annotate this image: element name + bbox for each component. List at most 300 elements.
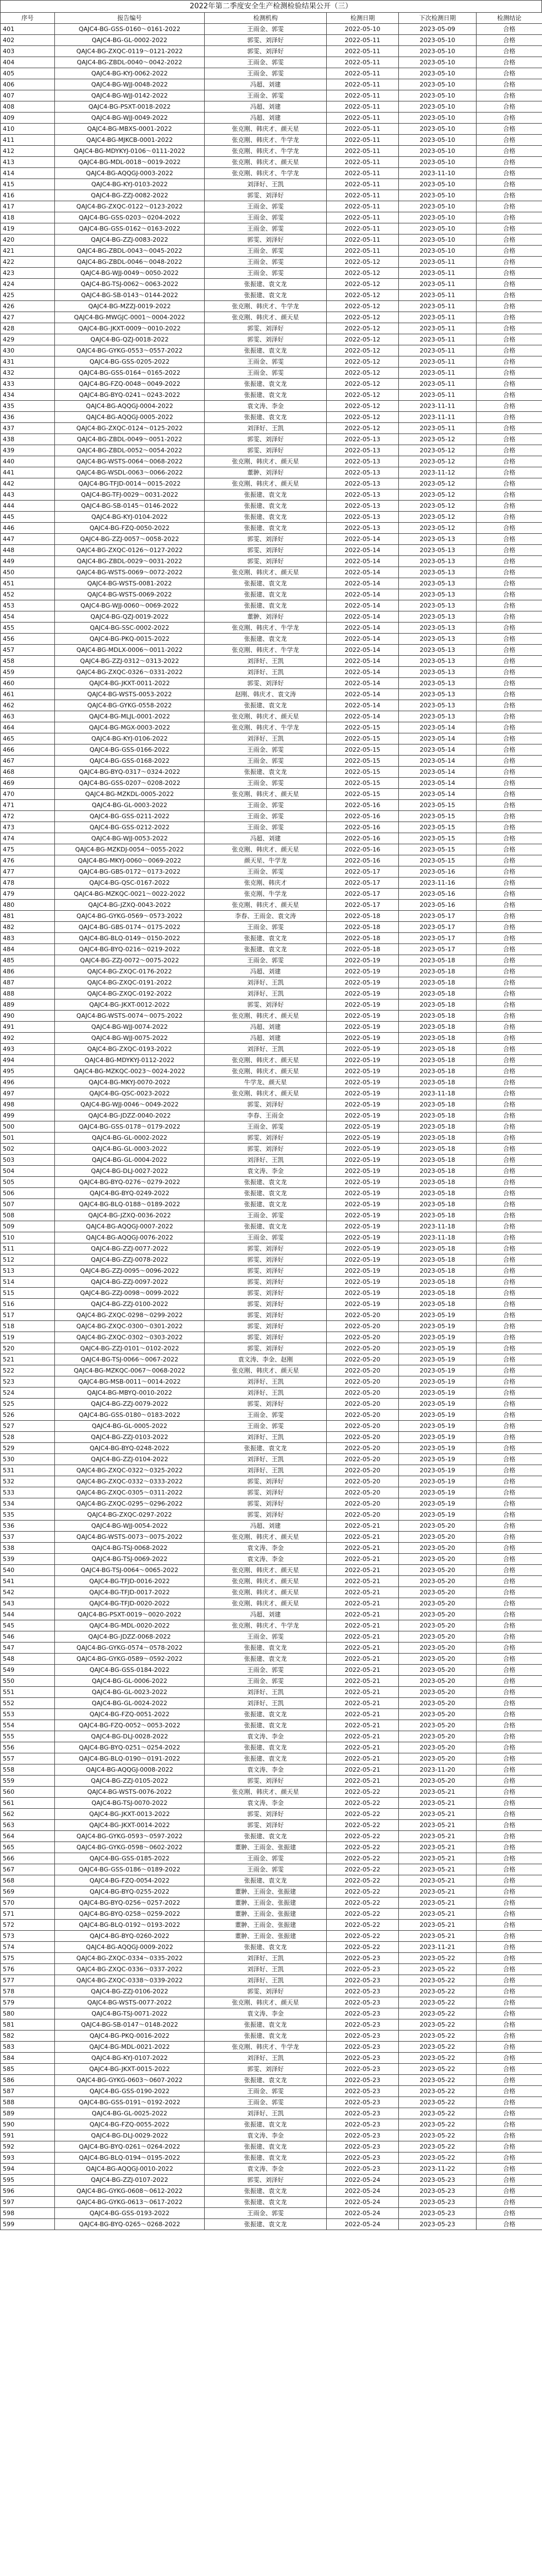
cell-next-date: 2023-05-10 (399, 46, 477, 57)
cell-conclusion: 合格 (477, 212, 542, 223)
cell-report-no: QAJC4-BG-ZZJ-0101～0102-2022 (55, 1343, 205, 1354)
cell-inspectors: 冯超、刘建 (205, 1033, 327, 1044)
cell-next-date: 2023-05-20 (399, 1731, 477, 1742)
cell-inspectors: 张振建、袁文龙 (205, 2152, 327, 2164)
cell-conclusion: 合格 (477, 1465, 542, 1476)
table-row (1, 778, 542, 789)
cell-next-date: 2023-05-20 (399, 1587, 477, 1598)
cell-conclusion: 合格 (477, 2031, 542, 2042)
cell-conclusion: 合格 (477, 999, 542, 1011)
cell-inspectors: 张振建、袁文龙 (205, 1221, 327, 1232)
cell-inspectors: 张克刚、韩庆才、颜天星 (205, 711, 327, 722)
cell-test-date: 2022-05-11 (327, 135, 399, 146)
cell-report-no: QAJC4-BG-ZZJ-0077-2022 (55, 1243, 205, 1254)
cell-inspectors: 张振建、袁文龙 (205, 290, 327, 301)
cell-next-date: 2023-05-15 (399, 811, 477, 822)
cell-next-date: 2023-05-11 (399, 368, 477, 379)
cell-report-no: QAJC4-BG-GYKG-0589～0592-2022 (55, 1654, 205, 1665)
cell-inspectors: 张克刚、韩庆才、颜天星 (205, 1088, 327, 1099)
cell-serial: 523 (1, 1376, 55, 1388)
table-row (1, 1543, 542, 1554)
cell-serial: 431 (1, 356, 55, 368)
cell-report-no: QAJC4-BG-ZXQC-0119～0121-2022 (55, 46, 205, 57)
cell-serial: 461 (1, 689, 55, 700)
cell-inspectors: 刘泽好、王凯 (205, 179, 327, 190)
cell-test-date: 2022-05-20 (327, 1487, 399, 1498)
cell-report-no: QAJC4-BG-WJJ-0060～0069-2022 (55, 600, 205, 611)
cell-report-no: QAJC4-BG-BLQ-0188～0189-2022 (55, 1199, 205, 1210)
cell-test-date: 2022-05-20 (327, 1365, 399, 1376)
table-row (1, 68, 542, 79)
cell-conclusion: 合格 (477, 1864, 542, 1875)
table-row (1, 900, 542, 911)
cell-serial: 535 (1, 1509, 55, 1521)
cell-serial: 456 (1, 634, 55, 645)
cell-report-no: QAJC4-BG-ZZJ-0100-2022 (55, 1299, 205, 1310)
cell-conclusion: 合格 (477, 789, 542, 800)
header-test-date: 检测日期 (327, 13, 399, 24)
table-row (1, 190, 542, 201)
cell-serial: 482 (1, 922, 55, 933)
cell-serial: 501 (1, 1133, 55, 1144)
cell-inspectors: 王雨金、郭雯 (205, 1665, 327, 1676)
cell-conclusion: 合格 (477, 1410, 542, 1421)
cell-report-no: QAJC4-BG-JKXT-0013-2022 (55, 1809, 205, 1820)
cell-inspectors: 张振建、袁文龙 (205, 1709, 327, 1720)
cell-inspectors: 张克刚、韩庆才、颜天星 (205, 1598, 327, 1609)
cell-next-date: 2023-05-14 (399, 789, 477, 800)
cell-test-date: 2022-05-22 (327, 1842, 399, 1853)
cell-conclusion: 合格 (477, 1432, 542, 1443)
cell-serial: 556 (1, 1742, 55, 1753)
cell-conclusion: 合格 (477, 1266, 542, 1277)
cell-conclusion: 合格 (477, 1576, 542, 1587)
table-row (1, 1432, 542, 1443)
cell-test-date: 2022-05-14 (327, 589, 399, 600)
cell-serial: 571 (1, 1909, 55, 1920)
cell-next-date: 2023-05-14 (399, 733, 477, 744)
cell-conclusion: 合格 (477, 567, 542, 578)
cell-report-no: QAJC4-BG-GYKG-0603～0607-2022 (55, 2075, 205, 2086)
cell-serial: 569 (1, 1886, 55, 1897)
cell-report-no: QAJC4-BG-GSS-0207～0208-2022 (55, 778, 205, 789)
table-row (1, 1410, 542, 1421)
cell-serial: 473 (1, 822, 55, 833)
cell-conclusion: 合格 (477, 1443, 542, 1454)
cell-report-no: QAJC4-BG-WSTS-0069-2022 (55, 589, 205, 600)
cell-report-no: QAJC4-BG-WSTS-0053-2022 (55, 689, 205, 700)
table-row (1, 1953, 542, 1964)
cell-report-no: QAJC4-BG-ZBDL-0040～0042-2022 (55, 57, 205, 68)
cell-serial: 451 (1, 578, 55, 589)
cell-serial: 525 (1, 1399, 55, 1410)
cell-inspectors: 张克刚、韩庆才、牛学龙 (205, 146, 327, 157)
cell-inspectors: 张振建、袁文龙 (205, 944, 327, 955)
cell-next-date: 2023-05-21 (399, 1931, 477, 1942)
cell-inspectors: 袁文涛、李金 (205, 2008, 327, 2019)
cell-test-date: 2022-05-11 (327, 101, 399, 113)
cell-test-date: 2022-05-20 (327, 1509, 399, 1521)
cell-next-date: 2023-05-18 (399, 1210, 477, 1221)
cell-conclusion: 合格 (477, 1831, 542, 1842)
cell-next-date: 2023-05-21 (399, 1809, 477, 1820)
cell-inspectors: 冯超、刘建 (205, 1609, 327, 1620)
cell-next-date: 2023-05-12 (399, 501, 477, 512)
cell-next-date: 2023-05-20 (399, 1554, 477, 1565)
cell-inspectors: 王雨金、郭雯 (205, 1210, 327, 1221)
cell-test-date: 2022-05-12 (327, 401, 399, 412)
table-row (1, 1576, 542, 1587)
cell-serial: 522 (1, 1365, 55, 1376)
cell-test-date: 2022-05-11 (327, 190, 399, 201)
cell-conclusion: 合格 (477, 1931, 542, 1942)
cell-conclusion: 合格 (477, 1942, 542, 1953)
cell-serial: 496 (1, 1077, 55, 1088)
table-row (1, 1676, 542, 1687)
cell-conclusion: 合格 (477, 1077, 542, 1088)
cell-conclusion: 合格 (477, 778, 542, 789)
cell-inspectors: 张克刚、韩庆才、颜天星 (205, 1787, 327, 1798)
cell-next-date: 2023-05-18 (399, 1121, 477, 1133)
table-row (1, 1742, 542, 1753)
cell-test-date: 2022-05-14 (327, 645, 399, 656)
cell-next-date: 2023-05-20 (399, 1665, 477, 1676)
cell-serial: 404 (1, 57, 55, 68)
cell-next-date: 2023-05-16 (399, 900, 477, 911)
cell-conclusion: 合格 (477, 611, 542, 623)
cell-next-date: 2023-05-18 (399, 1144, 477, 1155)
table-row (1, 2219, 542, 2230)
cell-next-date: 2023-05-23 (399, 2197, 477, 2208)
cell-conclusion: 合格 (477, 1044, 542, 1055)
cell-test-date: 2022-05-22 (327, 1875, 399, 1886)
table-row (1, 1354, 542, 1365)
cell-conclusion: 合格 (477, 1609, 542, 1620)
cell-next-date: 2023-05-10 (399, 57, 477, 68)
cell-next-date: 2023-05-18 (399, 966, 477, 977)
cell-serial: 448 (1, 545, 55, 556)
cell-serial: 548 (1, 1654, 55, 1665)
cell-test-date: 2022-05-21 (327, 1654, 399, 1665)
cell-report-no: QAJC4-BG-WJJ-0142-2022 (55, 90, 205, 101)
table-row (1, 1831, 542, 1842)
cell-report-no: QAJC4-BG-BYQ-0256～0257-2022 (55, 1897, 205, 1909)
cell-serial: 596 (1, 2186, 55, 2197)
cell-next-date: 2023-11-11 (399, 412, 477, 423)
cell-next-date: 2023-05-10 (399, 79, 477, 90)
cell-test-date: 2022-05-19 (327, 955, 399, 966)
table-row (1, 600, 542, 611)
cell-test-date: 2022-05-23 (327, 1997, 399, 2008)
table-row (1, 2086, 542, 2097)
cell-report-no: QAJC4-BG-ZXQC-0326～0331-2022 (55, 667, 205, 678)
cell-report-no: QAJC4-BG-GL-0004-2022 (55, 1155, 205, 1166)
cell-serial: 493 (1, 1044, 55, 1055)
cell-report-no: QAJC4-BG-ZXQC-0305～0311-2022 (55, 1487, 205, 1498)
cell-report-no: QAJC4-BG-FZQ-0050-2022 (55, 523, 205, 534)
cell-conclusion: 合格 (477, 456, 542, 467)
cell-inspectors: 张振建、袁文龙 (205, 589, 327, 600)
cell-serial: 429 (1, 334, 55, 345)
cell-next-date: 2023-05-21 (399, 1842, 477, 1853)
cell-conclusion: 合格 (477, 1565, 542, 1576)
cell-next-date: 2023-05-10 (399, 190, 477, 201)
table-row (1, 1155, 542, 1166)
cell-test-date: 2022-05-22 (327, 1920, 399, 1931)
cell-report-no: QAJC4-BG-GL-0002-2022 (55, 35, 205, 46)
cell-test-date: 2022-05-23 (327, 2152, 399, 2164)
cell-inspectors: 袁文涛、李金 (205, 1731, 327, 1742)
cell-inspectors: 刘泽好、王凯 (205, 656, 327, 667)
cell-report-no: QAJC4-BG-GYKG-0593～0597-2022 (55, 1831, 205, 1842)
cell-serial: 553 (1, 1709, 55, 1720)
cell-serial: 428 (1, 323, 55, 334)
cell-serial: 559 (1, 1776, 55, 1787)
cell-next-date: 2023-05-12 (399, 445, 477, 456)
cell-test-date: 2022-05-24 (327, 2219, 399, 2230)
cell-inspectors: 刘泽好、王凯 (205, 1687, 327, 1698)
table-row (1, 90, 542, 101)
cell-serial: 515 (1, 1288, 55, 1299)
cell-serial: 526 (1, 1410, 55, 1421)
cell-test-date: 2022-05-11 (327, 234, 399, 246)
cell-conclusion: 合格 (477, 1953, 542, 1964)
cell-next-date: 2023-05-11 (399, 290, 477, 301)
table-row (1, 1997, 542, 2008)
table-row (1, 2186, 542, 2197)
cell-inspectors: 郭雯、刘泽好 (205, 1509, 327, 1521)
cell-report-no: QAJC4-BG-ZZJ-0078-2022 (55, 1254, 205, 1266)
cell-inspectors: 张振建、袁文龙 (205, 2197, 327, 2208)
cell-inspectors: 王雨金、郭雯 (205, 1232, 327, 1243)
cell-serial: 542 (1, 1587, 55, 1598)
cell-next-date: 2023-05-22 (399, 2064, 477, 2075)
cell-report-no: QAJC4-BG-GSS-0184-2022 (55, 1665, 205, 1676)
cell-serial: 508 (1, 1210, 55, 1221)
table-row (1, 1288, 542, 1299)
cell-serial: 552 (1, 1698, 55, 1709)
table-row (1, 889, 542, 900)
cell-test-date: 2022-05-19 (327, 1210, 399, 1221)
cell-report-no: QAJC4-BG-SB-0147～0148-2022 (55, 2019, 205, 2031)
cell-inspectors: 张振建、袁文龙 (205, 1199, 327, 1210)
cell-conclusion: 合格 (477, 2019, 542, 2031)
cell-test-date: 2022-05-20 (327, 1354, 399, 1365)
table-row (1, 922, 542, 933)
cell-test-date: 2022-05-20 (327, 1476, 399, 1487)
cell-serial: 419 (1, 223, 55, 234)
sheet-title: 2022年第二季度安全生产检测检验结果公开（三） (0, 0, 542, 12)
cell-serial: 479 (1, 889, 55, 900)
cell-next-date: 2023-05-20 (399, 1698, 477, 1709)
cell-report-no: QAJC4-BG-ZBDL-0052～0054-2022 (55, 445, 205, 456)
table-row (1, 501, 542, 512)
cell-test-date: 2022-05-20 (327, 1332, 399, 1343)
cell-report-no: QAJC4-BG-ZBDL-0043～0045-2022 (55, 246, 205, 257)
cell-inspectors: 郭雯、刘泽好 (205, 1299, 327, 1310)
cell-next-date: 2023-11-10 (399, 168, 477, 179)
cell-conclusion: 合格 (477, 977, 542, 988)
cell-report-no: QAJC4-BG-TSJ-0069-2022 (55, 1554, 205, 1565)
cell-serial: 599 (1, 2219, 55, 2230)
cell-inspectors: 张振建、袁文龙 (205, 2141, 327, 2152)
cell-test-date: 2022-05-11 (327, 113, 399, 124)
cell-report-no: QAJC4-BG-ZXQC-0176-2022 (55, 966, 205, 977)
cell-inspectors: 董翀、王雨金、张振建 (205, 1931, 327, 1942)
cell-test-date: 2022-05-19 (327, 1022, 399, 1033)
cell-serial: 540 (1, 1565, 55, 1576)
cell-test-date: 2022-05-16 (327, 844, 399, 855)
cell-inspectors: 冯超、刘建 (205, 966, 327, 977)
cell-inspectors: 王雨金、郭雯 (205, 57, 327, 68)
cell-test-date: 2022-05-19 (327, 1299, 399, 1310)
table-row (1, 345, 542, 356)
cell-serial: 480 (1, 900, 55, 911)
cell-inspectors: 张振建、袁文龙 (205, 512, 327, 523)
cell-report-no: QAJC4-BG-JKXT-0009～0010-2022 (55, 323, 205, 334)
cell-conclusion: 合格 (477, 767, 542, 778)
cell-inspectors: 张振建、袁文龙 (205, 634, 327, 645)
table-row (1, 1277, 542, 1288)
cell-report-no: QAJC4-BG-KYJ-0103-2022 (55, 179, 205, 190)
cell-report-no: QAJC4-BG-GSS-0186～0189-2022 (55, 1864, 205, 1875)
table-row (1, 756, 542, 767)
cell-next-date: 2023-05-11 (399, 279, 477, 290)
cell-report-no: QAJC4-BG-MZKDJ-0054～0055-2022 (55, 844, 205, 855)
cell-serial: 408 (1, 101, 55, 113)
table-row (1, 1875, 542, 1886)
cell-report-no: QAJC4-BG-JDZZ-0040-2022 (55, 1110, 205, 1121)
cell-report-no: QAJC4-BG-GYKG-0569～0573-2022 (55, 911, 205, 922)
cell-conclusion: 合格 (477, 1897, 542, 1909)
cell-serial: 517 (1, 1310, 55, 1321)
cell-report-no: QAJC4-BG-GL-0003-2022 (55, 800, 205, 811)
cell-test-date: 2022-05-11 (327, 68, 399, 79)
cell-report-no: QAJC4-BG-WSDL-0063～0066-2022 (55, 467, 205, 478)
cell-test-date: 2022-05-13 (327, 467, 399, 478)
cell-report-no: QAJC4-BG-KYJ-0107-2022 (55, 2053, 205, 2064)
cell-inspectors: 王雨金、郭雯 (205, 1410, 327, 1421)
cell-test-date: 2022-05-14 (327, 567, 399, 578)
cell-serial: 582 (1, 2031, 55, 2042)
table-row (1, 334, 542, 345)
cell-next-date: 2023-05-18 (399, 1022, 477, 1033)
cell-inspectors: 郭雯、刘泽好 (205, 1986, 327, 1997)
cell-serial: 580 (1, 2008, 55, 2019)
cell-report-no: QAJC4-BG-QSC-0167-2022 (55, 878, 205, 889)
cell-conclusion: 合格 (477, 678, 542, 689)
cell-next-date: 2023-05-18 (399, 1110, 477, 1121)
cell-conclusion: 合格 (477, 2186, 542, 2197)
cell-inspectors: 郭雯、刘泽好 (205, 1321, 327, 1332)
cell-next-date: 2023-05-18 (399, 1077, 477, 1088)
cell-report-no: QAJC4-BG-BYQ-0241～0243-2022 (55, 390, 205, 401)
cell-next-date: 2023-05-13 (399, 589, 477, 600)
cell-report-no: QAJC4-BG-PKQ-0015-2022 (55, 634, 205, 645)
cell-inspectors: 张振建、袁文龙 (205, 2119, 327, 2130)
cell-report-no: QAJC4-BG-BLQ-0194～0195-2022 (55, 2152, 205, 2164)
cell-next-date: 2023-05-22 (399, 1953, 477, 1964)
cell-report-no: QAJC4-BG-ZXQC-0338～0339-2022 (55, 1975, 205, 1986)
cell-serial: 594 (1, 2164, 55, 2175)
table-row (1, 1986, 542, 1997)
cell-test-date: 2022-05-14 (327, 556, 399, 567)
cell-inspectors: 张振建、袁文龙 (205, 1942, 327, 1953)
cell-report-no: QAJC4-BG-JZXQ-0043-2022 (55, 900, 205, 911)
cell-serial: 474 (1, 833, 55, 844)
cell-inspectors: 冯超、刘建 (205, 1022, 327, 1033)
cell-test-date: 2022-05-11 (327, 79, 399, 90)
cell-report-no: QAJC4-BG-GSS-0166-2022 (55, 744, 205, 756)
cell-conclusion: 合格 (477, 2053, 542, 2064)
cell-serial: 449 (1, 556, 55, 567)
cell-inspectors: 张克刚、韩庆才、颜天星 (205, 312, 327, 323)
cell-test-date: 2022-05-15 (327, 767, 399, 778)
cell-inspectors: 张振建、袁文龙 (205, 2075, 327, 2086)
cell-inspectors: 冯超、刘建 (205, 113, 327, 124)
cell-report-no: QAJC4-BG-ZXQC-0336～0337-2022 (55, 1964, 205, 1975)
cell-test-date: 2022-05-20 (327, 1421, 399, 1432)
cell-serial: 570 (1, 1897, 55, 1909)
cell-inspectors: 张振建、袁文龙 (205, 1720, 327, 1731)
cell-inspectors: 颜天星、牛学龙 (205, 855, 327, 866)
cell-next-date: 2023-05-11 (399, 312, 477, 323)
cell-report-no: QAJC4-BG-TFJD-0014～0015-2022 (55, 478, 205, 489)
cell-serial: 483 (1, 933, 55, 944)
table-row (1, 689, 542, 700)
cell-conclusion: 合格 (477, 1022, 542, 1033)
table-row (1, 2108, 542, 2119)
cell-report-no: QAJC4-BG-GYKG-0558-2022 (55, 700, 205, 711)
cell-conclusion: 合格 (477, 489, 542, 501)
cell-report-no: QAJC4-BG-WSTS-0081-2022 (55, 578, 205, 589)
cell-test-date: 2022-05-13 (327, 523, 399, 534)
cell-test-date: 2022-05-18 (327, 933, 399, 944)
cell-report-no: QAJC4-BG-AQQGJ-0076-2022 (55, 1232, 205, 1243)
cell-test-date: 2022-05-21 (327, 1720, 399, 1731)
cell-conclusion: 合格 (477, 1631, 542, 1642)
cell-inspectors: 郭雯、刘泽好 (205, 190, 327, 201)
cell-inspectors: 张振建、袁文龙 (205, 2219, 327, 2230)
cell-test-date: 2022-05-22 (327, 1942, 399, 1953)
cell-conclusion: 合格 (477, 545, 542, 556)
cell-report-no: QAJC4-BG-ZZJ-0106-2022 (55, 1986, 205, 1997)
table-row (1, 1465, 542, 1476)
cell-serial: 439 (1, 445, 55, 456)
cell-next-date: 2023-05-22 (399, 1986, 477, 1997)
cell-test-date: 2022-05-23 (327, 1975, 399, 1986)
cell-inspectors: 王雨金、郭雯 (205, 756, 327, 767)
cell-next-date: 2023-05-10 (399, 212, 477, 223)
cell-serial: 486 (1, 966, 55, 977)
cell-inspectors: 张克刚、韩庆才、牛学龙 (205, 2042, 327, 2053)
header-report-no: 报告编号 (55, 13, 205, 24)
cell-next-date: 2023-05-14 (399, 722, 477, 733)
cell-inspectors: 张振建、袁文龙 (205, 1188, 327, 1199)
cell-test-date: 2022-05-16 (327, 800, 399, 811)
cell-inspectors: 董翀、刘泽好 (205, 611, 327, 623)
cell-serial: 562 (1, 1809, 55, 1820)
cell-serial: 488 (1, 988, 55, 999)
cell-inspectors: 牛学龙、颜天星 (205, 1077, 327, 1088)
cell-test-date: 2022-05-20 (327, 1376, 399, 1388)
cell-serial: 450 (1, 567, 55, 578)
cell-serial: 514 (1, 1277, 55, 1288)
cell-conclusion: 合格 (477, 35, 542, 46)
cell-inspectors: 王雨金、郭雯 (205, 24, 327, 35)
cell-inspectors: 李春、王雨金 (205, 1110, 327, 1121)
cell-test-date: 2022-05-21 (327, 1642, 399, 1654)
